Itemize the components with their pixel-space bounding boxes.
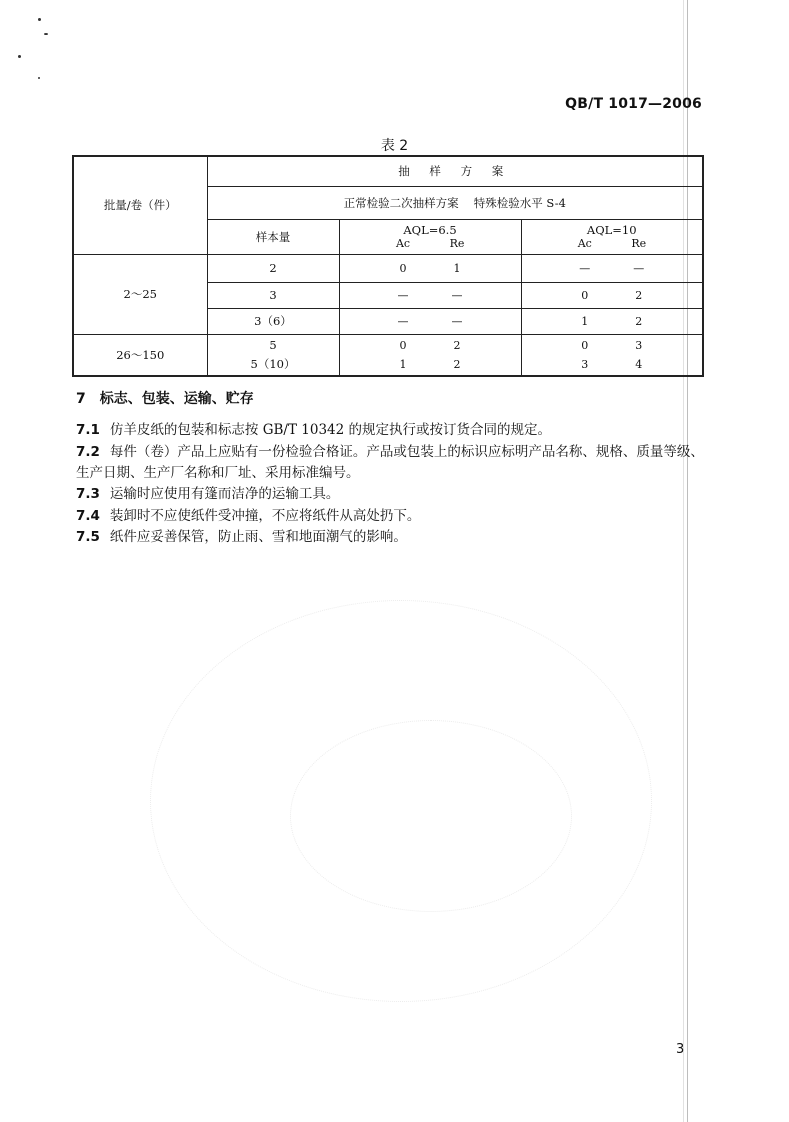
scan-speck bbox=[38, 77, 40, 79]
aql-6-5-values bbox=[339, 334, 521, 376]
scheme-label: 正常检验二次抽样方案 特殊检验水平 S-4 bbox=[207, 186, 703, 219]
table-caption: 表 2 bbox=[380, 138, 409, 154]
sample-size-cell bbox=[207, 334, 339, 376]
re-value: 4 bbox=[635, 357, 643, 371]
sample-size-header: 样本量 bbox=[207, 219, 339, 254]
scan-speck bbox=[18, 55, 21, 58]
sample-size-second: 5（10） bbox=[250, 356, 296, 371]
re-value: — bbox=[451, 314, 463, 328]
aql-6-5-values bbox=[339, 254, 521, 282]
clause-number: 7.3 bbox=[76, 486, 100, 502]
clause-7-2 bbox=[76, 442, 706, 484]
ac-value: — bbox=[397, 288, 409, 302]
re-value: 2 bbox=[635, 314, 643, 328]
scan-speck bbox=[38, 18, 41, 21]
re-value: — bbox=[633, 261, 645, 275]
scan-speck bbox=[44, 33, 48, 35]
ac-value: — bbox=[397, 314, 409, 328]
sample-size-cell: 3（6） bbox=[207, 308, 339, 334]
ac-value: 0 bbox=[581, 338, 589, 352]
aql-10-values bbox=[521, 282, 703, 308]
aql-6-5-values bbox=[339, 308, 521, 334]
clause-7-1 bbox=[76, 420, 706, 441]
clause-number: 7.4 bbox=[76, 508, 100, 524]
ac-value: — bbox=[579, 261, 591, 275]
clause-text: 装卸时不应使纸件受冲撞，不应将纸件从高处扔下。 bbox=[109, 508, 421, 524]
aql-6-5-label: AQL=6.5 bbox=[403, 223, 457, 237]
batch-cell: 26～150 bbox=[73, 334, 207, 376]
ac-value: 3 bbox=[581, 357, 589, 371]
aql-6-5-re: Re bbox=[449, 237, 465, 250]
aql-6-5-ac: Ac bbox=[395, 237, 411, 250]
clause-number: 7.2 bbox=[76, 444, 100, 460]
aql-6-5-header bbox=[339, 219, 521, 254]
clause-text: 仿羊皮纸的包装和标志按 GB/T 10342 的规定执行或按订货合同的规定。 bbox=[109, 422, 551, 438]
clause-text: 运输时应使用有篷而洁净的运输工具。 bbox=[109, 486, 340, 502]
plan-header: 抽 样 方 案 bbox=[207, 156, 703, 186]
aql-10-values bbox=[521, 254, 703, 282]
sampling-plan-table bbox=[72, 155, 704, 377]
re-value: 2 bbox=[453, 357, 461, 371]
aql-10-label: AQL=10 bbox=[586, 223, 637, 237]
re-value: 2 bbox=[635, 288, 643, 302]
clause-7-4 bbox=[76, 506, 706, 527]
sample-size-cell: 3 bbox=[207, 282, 339, 308]
ac-value: 0 bbox=[399, 338, 407, 352]
clause-text: 纸件应妥善保管，防止雨、雪和地面潮气的影响。 bbox=[109, 529, 407, 545]
clause-7-3 bbox=[76, 484, 706, 505]
aql-10-values bbox=[521, 308, 703, 334]
aql-6-5-values bbox=[339, 282, 521, 308]
aql-10-re: Re bbox=[631, 237, 647, 250]
ac-value: 1 bbox=[399, 357, 407, 371]
batch-cell: 2～25 bbox=[73, 254, 207, 334]
re-value: 2 bbox=[453, 338, 461, 352]
clause-number: 7.5 bbox=[76, 529, 100, 545]
re-value: — bbox=[451, 288, 463, 302]
clause-number: 7.1 bbox=[76, 422, 100, 438]
aql-10-header bbox=[521, 219, 703, 254]
ac-value: 0 bbox=[399, 261, 407, 275]
watermark-seal-inner bbox=[290, 720, 572, 912]
clause-text: 每件（卷）产品上应贴有一份检验合格证。产品或包装上的标识应标明产品名称、规格、质量等级、生产日期、生产厂名称和厂址、采用标准编号。 bbox=[76, 444, 704, 481]
aql-10-values bbox=[521, 334, 703, 376]
aql-10-subheaders bbox=[522, 237, 703, 250]
batch-header: 批量/卷（件） bbox=[73, 156, 207, 254]
sample-size-cell: 2 bbox=[207, 254, 339, 282]
re-value: 1 bbox=[453, 261, 461, 275]
ac-value: 1 bbox=[581, 314, 589, 328]
page-number: 3 bbox=[676, 1042, 685, 1057]
section-heading: 7 标志、包装、运输、贮存 bbox=[76, 391, 254, 407]
aql-10-ac: Ac bbox=[577, 237, 592, 250]
standard-code: QB/T 1017—2006 bbox=[565, 96, 702, 112]
re-value: 3 bbox=[635, 338, 643, 352]
sample-size-first: 5 bbox=[269, 337, 277, 352]
ac-value: 0 bbox=[581, 288, 589, 302]
clause-7-5 bbox=[76, 527, 706, 548]
aql-6-5-subheaders bbox=[340, 237, 521, 250]
